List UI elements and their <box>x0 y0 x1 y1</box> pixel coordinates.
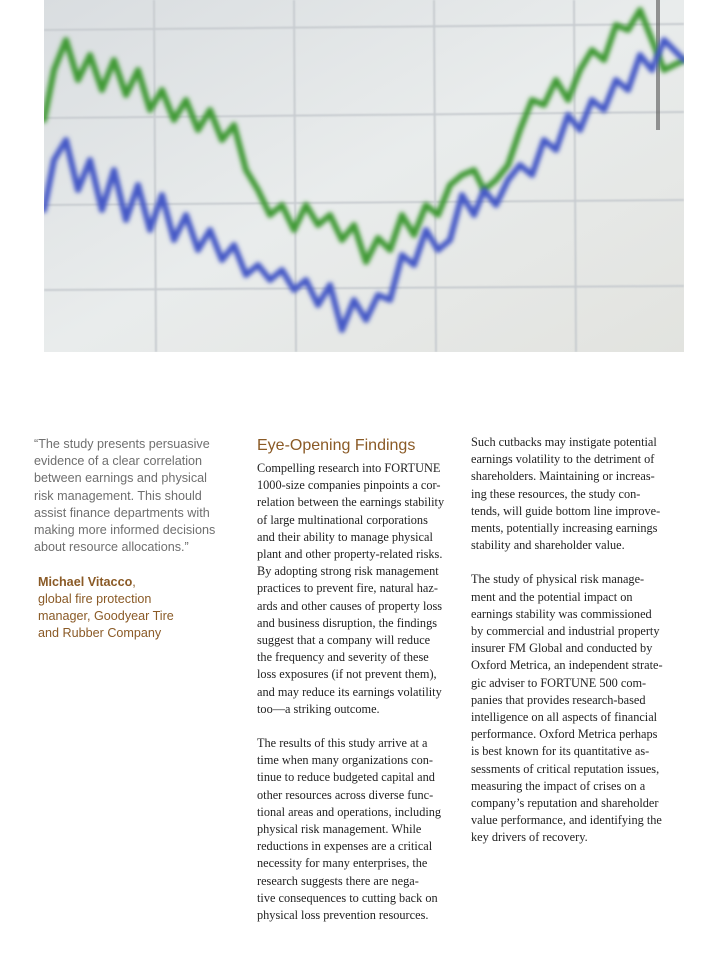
column3-paragraph-1: Such cutbacks may instigate potential earnings volatility to the detriment of shareholders. Maintaining or increas- ing these resources, the study con- tends, will guide bottom line improve- ments, potentially increasing earnings stability and shareholder value. <box>471 435 661 553</box>
quote-attribution: global fire protection manager, Goodyear Tire and Rubber Company <box>38 591 174 641</box>
quote-author-name-suffix: , <box>132 574 136 589</box>
column2-paragraph-2: The results of this study arrive at a time when many organizations con- tinue to reduce budgeted capital and other resources across diverse func- tional areas and operations, including physical risk management. While reductions in expenses are a critical necessity for many enterprises, the research suggests there are nega- tive consequences to cutting back on physical loss prevention resources. <box>257 736 442 923</box>
article-column-2 <box>257 434 452 941</box>
quote-author-name: Michael Vitacco <box>38 574 133 589</box>
column2-paragraph-1: Compelling research into FORTUNE 1000-size companies pinpoints a cor- relation between the earnings stability of large multinational corporations and their ability to manage physical plant and other property-related risks. By adopting strong risk management practices to prevent fire, natural haz- ards and other causes of property loss and business disruption, the findings suggest that a company will reduce the frequency and severity of these loss exposures (if not prevent them), and may reduce its earnings volatility too—a striking outcome. <box>257 461 445 716</box>
quote-text: “The study presents persuasive evidence of a clear correlation between earnings and physical risk management. This should assist finance departments with making more informed decisions about resource allocations.” <box>34 437 216 555</box>
column3-paragraph-2: The study of physical risk manage- ment and the potential impact on earnings stability was commissioned by commercial and industrial property insurer FM Global and conducted by Oxford Metrica, an independent strate- gic adviser to FORTUNE 500 com- panies that provides research-based intelligence on all aspects of financial performance. Oxford Metrica perhaps is best known for its quantitative as- sessments of critical reputation issues, measuring the impact of crises on a company’s reputation and shareholder value performance, and identifying the key drivers of recovery. <box>471 572 663 845</box>
stock-chart-photo <box>44 0 684 352</box>
section-heading: Eye-Opening Findings <box>257 437 416 454</box>
pull-quote <box>34 436 246 642</box>
article-column-3 <box>471 434 673 864</box>
